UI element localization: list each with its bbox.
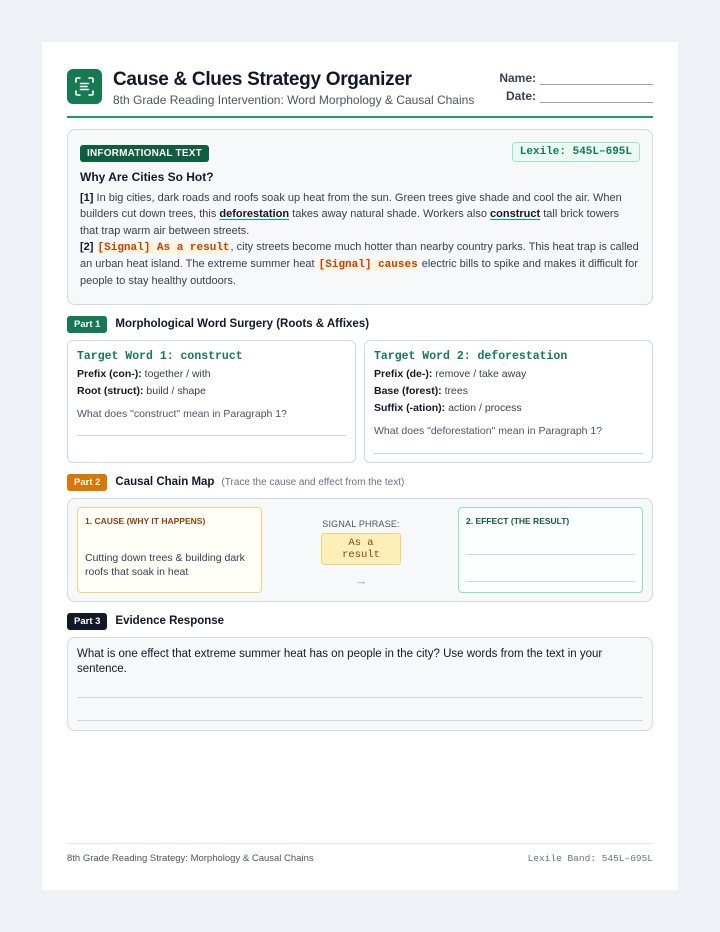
signal-label: SIGNAL PHRASE: (322, 518, 400, 529)
effect-answer-line[interactable] (466, 581, 635, 582)
answer-line[interactable] (374, 453, 643, 454)
page-title: Cause & Clues Strategy Organizer (113, 69, 412, 90)
target-word-title: Target Word 1: construct (77, 349, 243, 363)
response-line[interactable] (77, 697, 643, 698)
word-card-construct (67, 340, 356, 463)
name-label: Name: (499, 71, 536, 85)
part-2-instruction: (Trace the cause and effect from the text) (221, 476, 405, 488)
signal-connector (321, 519, 401, 588)
paragraph-number: [2] (80, 240, 94, 253)
name-line[interactable] (540, 74, 653, 85)
passage-title: Why Are Cities So Hot? (80, 170, 214, 184)
effect-answer-line[interactable] (466, 554, 635, 555)
morpheme-label: Root (struct): (77, 384, 144, 397)
effect-box (458, 507, 643, 593)
morpheme-label: Base (forest): (374, 384, 442, 397)
word-surgery-section (67, 340, 653, 463)
morpheme-line (77, 368, 346, 380)
vocab-word-deforestation: deforestation (219, 208, 290, 221)
part-3-tag: Part 3 (67, 613, 107, 630)
part-2-title: Causal Chain Map (115, 476, 215, 489)
morpheme-meaning: action / process (445, 401, 522, 414)
header-divider (67, 116, 653, 118)
morpheme-meaning: remove / take away (432, 367, 527, 380)
reading-passage (67, 129, 653, 305)
morpheme-line (77, 385, 346, 397)
evidence-question: What is one effect that extreme summer heat has on people in the city? Use words from the text in your sentence. (77, 647, 603, 675)
lexile-badge: Lexile: 545L–695L (512, 142, 640, 162)
morpheme-line (374, 368, 643, 380)
part-3-title: Evidence Response (115, 615, 225, 628)
paragraph-1 (80, 190, 640, 239)
meaning-question: What does "construct" mean in Paragraph 1? (77, 407, 287, 420)
arrow-right-icon: → (354, 572, 368, 588)
text-type-badge: INFORMATIONAL TEXT (80, 145, 209, 162)
footer-course: 8th Grade Reading Strategy: Morphology & Causal Chains (67, 853, 314, 864)
signal-phrase: [Signal] causes (318, 259, 418, 272)
scan-text-icon (67, 69, 102, 104)
date-field[interactable] (506, 89, 653, 103)
morpheme-line (374, 402, 643, 414)
paragraph-text: tall brick towers that trap warm air between streets. (80, 208, 620, 237)
meaning-question: What does "deforestation" mean in Paragraph 1? (374, 424, 603, 437)
paragraph-text: takes away natural shade. Workers also (289, 208, 491, 221)
paragraph-text: , city streets become much hotter than nearby country parks. This heat trap is called an urban heat island. The extreme summer heat (80, 240, 639, 271)
morpheme-label: Suffix (-ation): (374, 401, 446, 414)
effect-heading: 2. EFFECT (THE RESULT) (466, 515, 570, 526)
cause-heading: 1. CAUSE (WHY IT HAPPENS) (85, 515, 206, 526)
date-label: Date: (505, 89, 536, 103)
morpheme-label: Prefix (con-): (77, 367, 142, 380)
morpheme-meaning: together / with (141, 367, 211, 380)
part-1-tag: Part 1 (67, 316, 107, 333)
name-field[interactable] (499, 71, 653, 85)
morpheme-line (374, 385, 643, 397)
part-1-heading (67, 316, 653, 333)
part-1-title: Morphological Word Surgery (Roots & Affixes) (115, 318, 370, 331)
part-2-heading (67, 474, 653, 491)
target-word-title: Target Word 2: deforestation (374, 349, 568, 363)
paragraph-text: electric bills to spike and makes it difficult for people to stay healthy outdoors. (80, 258, 638, 288)
part-3-heading (67, 613, 653, 630)
worksheet-header (67, 68, 653, 116)
response-line[interactable] (77, 720, 643, 721)
signal-phrase: [Signal] As a result (97, 241, 230, 254)
causal-chain-map (67, 498, 653, 602)
paragraph-text: In big cities, dark roads and roofs soak up heat from the sun. Green trees give shade and cool the air. When builders cut down trees, this (80, 192, 622, 221)
page-footer (67, 843, 653, 864)
worksheet-page (42, 42, 678, 890)
vocab-word-construct: construct (490, 208, 541, 221)
page-subtitle: 8th Grade Reading Intervention: Word Morphology & Causal Chains (113, 93, 475, 107)
morpheme-label: Prefix (de-): (374, 367, 433, 380)
signal-phrase-box: As a result (321, 533, 401, 565)
word-card-deforestation (364, 340, 653, 463)
evidence-response (67, 637, 653, 731)
paragraph-2 (80, 239, 640, 290)
paragraph-number: [1] (80, 192, 94, 204)
cause-box (77, 507, 262, 593)
part-2-tag: Part 2 (67, 474, 107, 491)
morpheme-meaning: build / shape (143, 384, 206, 397)
footer-lexile: Lexile Band: 545L–695L (527, 853, 653, 864)
cause-text: Cutting down trees & building dark roofs that soak in heat (85, 551, 245, 578)
answer-line[interactable] (77, 435, 346, 436)
morpheme-meaning: trees (441, 384, 468, 397)
date-line[interactable] (540, 92, 653, 103)
